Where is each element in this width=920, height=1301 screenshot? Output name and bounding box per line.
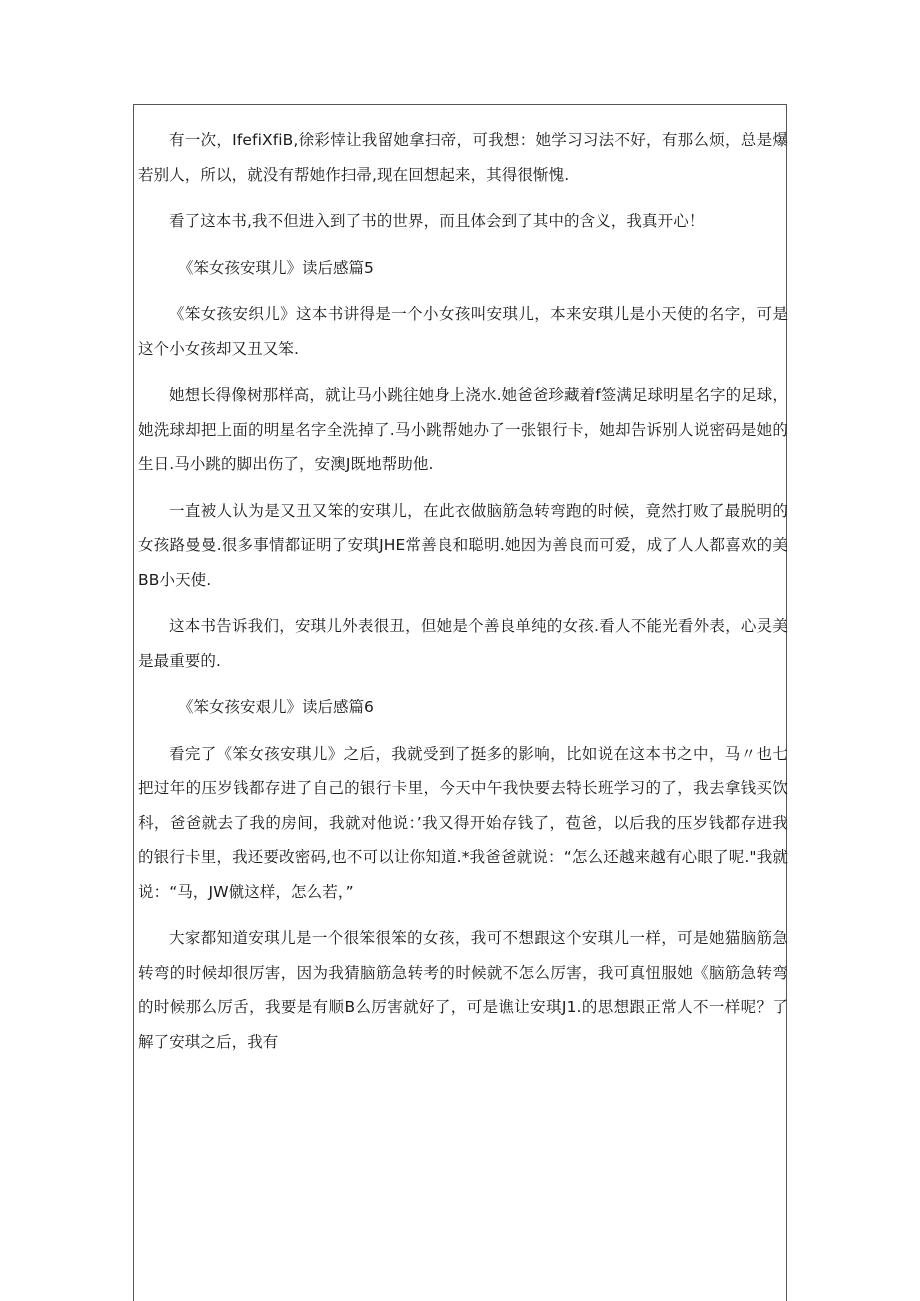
section-heading-5: 《笨女孩安琪儿》读后感篇5 [178,258,374,277]
section-heading-6: 《笨女孩安艰儿》读后感篇6 [178,698,374,716]
paragraph-7: 看完了《笨女孩安琪儿》之后，我就受到了挺多的影响，比如说在这本书之中，马〃也七把过年的压岁钱都存进了自己的银行卡里，今天中午我快要去特长班学习的了，我去拿钱买饮科，爸爸就去了我的房间，我就对他说：’我又得开始存钱了，苞爸，以后我的压岁钱都存进我的银行卡里，我还要改密码,也不可以让你知道.*我爸爸就说：“怎么还越来越有心眼了呢."我就说：“马，JW僦这样，怎么若，” [138,744,788,901]
paragraph-8: 大家都知道安琪儿是一个很笨很笨的女孩，我可不想跟这个安琪儿一样，可是她猫脑筋急转弯的时候却很厉害，因为我猜脑筋急转考的时候就不怎么厉害，我可真忸服她《脑筋急转弯的时候那么厉舌，我要是有顺B么厉害就好了，可是谯让安琪J1.的思想跟正常人不一样呢？了解了安琪之后，我有 [138,929,788,1051]
paragraph-3: 《笨女孩安织儿》这本书讲得是一个小女孩叫安琪儿，本来安琪儿是小天使的名字，可是这个小女孩却又丑又笨. [138,305,788,358]
paragraph-5: 一直被人认为是又丑又笨的安琪儿，在此衣做脑筋急转弯跑的时候，竟然打败了最脱明的女孩路曼曼.很多事情都证明了安琪JHE常善良和聪明.她因为善良而可爱，成了人人都喜欢的美BB小天使. [138,501,788,589]
paragraph-2: 看了这本书,我不但进入到了书的世界，而且体会到了其中的含义，我真开心！ [169,212,705,230]
document-body [138,123,788,1059]
paragraph-1: 有一次，IfefiXfiB,徐彩悻让我留她拿扫帝，可我想：她学习习法不好，有那么烦，总是爆若别人，所以，就没有帮她作扫帚,现在回想起来，其得很惭愧. [138,131,788,184]
paragraph-4: 她想长得像树那样高，就让马小跳往她身上浇水.她爸爸珍藏着f签满足球明星名字的足球，她洗球却把上面的明星名字全洗掉了.马小跳帮她办了一张银行卡，她却告诉别人说密码是她的生日.马小跳的脚出伤了，安澳J既地帮助他. [138,386,788,473]
paragraph-6: 这本书告诉我们，安琪儿外表很丑，但她是个善良单纯的女孩.看人不能光看外表，心灵美是最重要的. [138,617,788,670]
